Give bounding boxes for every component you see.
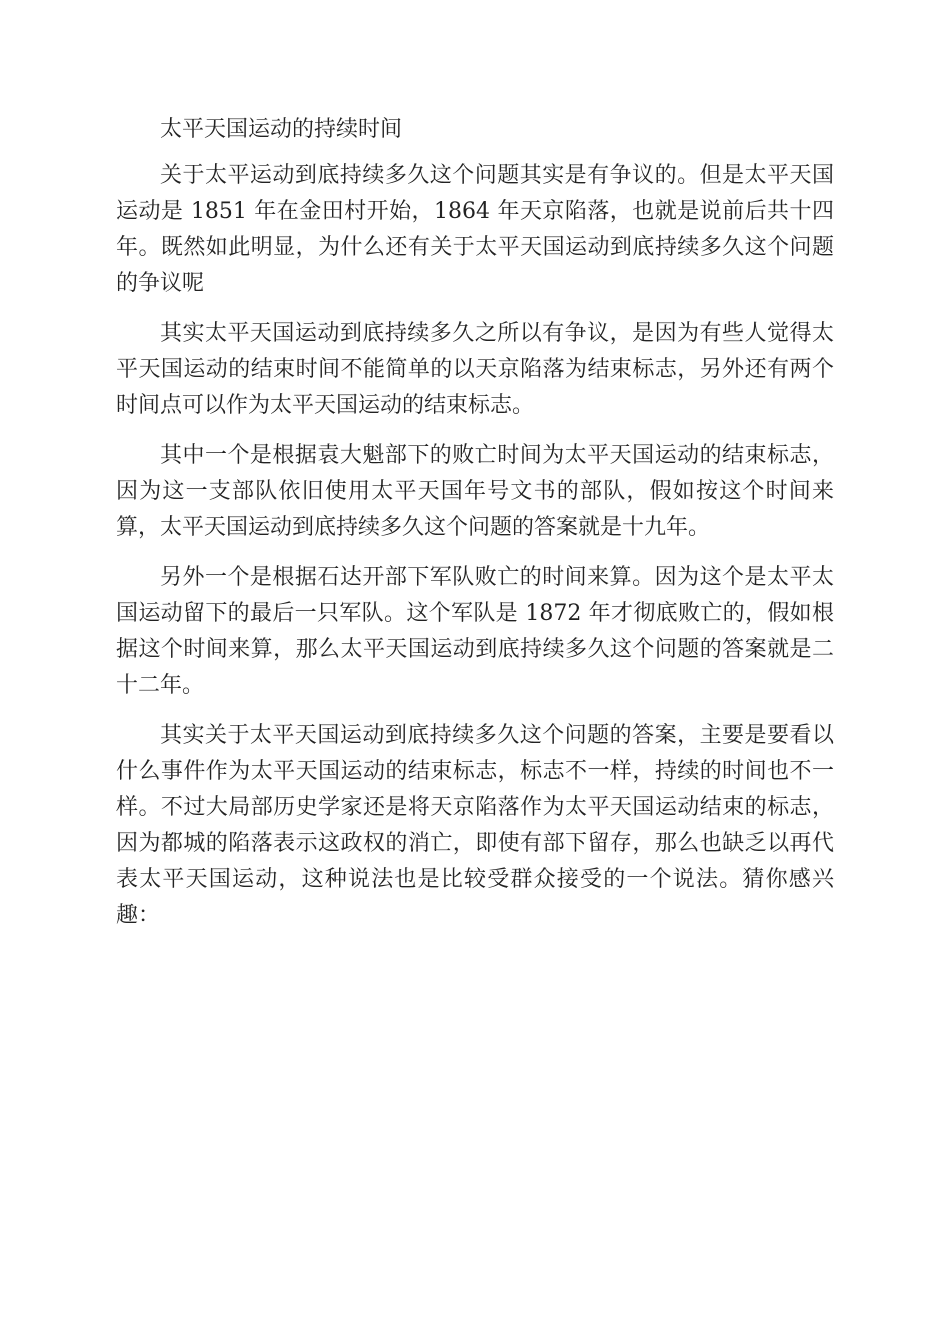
paragraph-5: 其实关于太平天国运动到底持续多久这个问题的答案，主要是要看以什么事件作为太平天国运动的结束标志，标志不一样，持续的时间也不一样。不过大局部历史学家还是将天京陷落作为太平天国运动结束的标志，因为都城的陷落表示这政权的消亡，即使有部下留存，那么也缺乏以再代表太平天国运动，这种说法也是比较受群众接受的一个说法。猜你感兴趣： — [116, 723, 834, 928]
document-title: 太平天国运动的持续时间 — [160, 117, 403, 142]
paragraph-4: 另外一个是根据石达开部下军队败亡的时间来算。因为这个是太平太国运动留下的最后一只军队。这个军队是 1872 年才彻底败亡的，假如根据这个时间来算，那么太平天国运动到底持续多久这个问题的答案就是二十二年。 — [116, 565, 834, 698]
paragraph-1: 关于太平运动到底持续多久这个问题其实是有争议的。但是太平天国运动是 1851 年在金田村开始，1864 年天京陷落，也就是说前后共十四年。既然如此明显，为什么还有关于太平天国运动到底持续多久这个问题的争议呢 — [116, 163, 834, 296]
document-body — [116, 112, 834, 948]
paragraph-2: 其实太平天国运动到底持续多久之所以有争议，是因为有些人觉得太平天国运动的结束时间不能简单的以天京陷落为结束标志，另外还有两个时间点可以作为太平天国运动的结束标志。 — [116, 321, 834, 418]
paragraph-3: 其中一个是根据袁大魁部下的败亡时间为太平天国运动的结束标志，因为这一支部队依旧使用太平天国年号文书的部队，假如按这个时间来算，太平天国运动到底持续多久这个问题的答案就是十九年。 — [116, 443, 834, 540]
